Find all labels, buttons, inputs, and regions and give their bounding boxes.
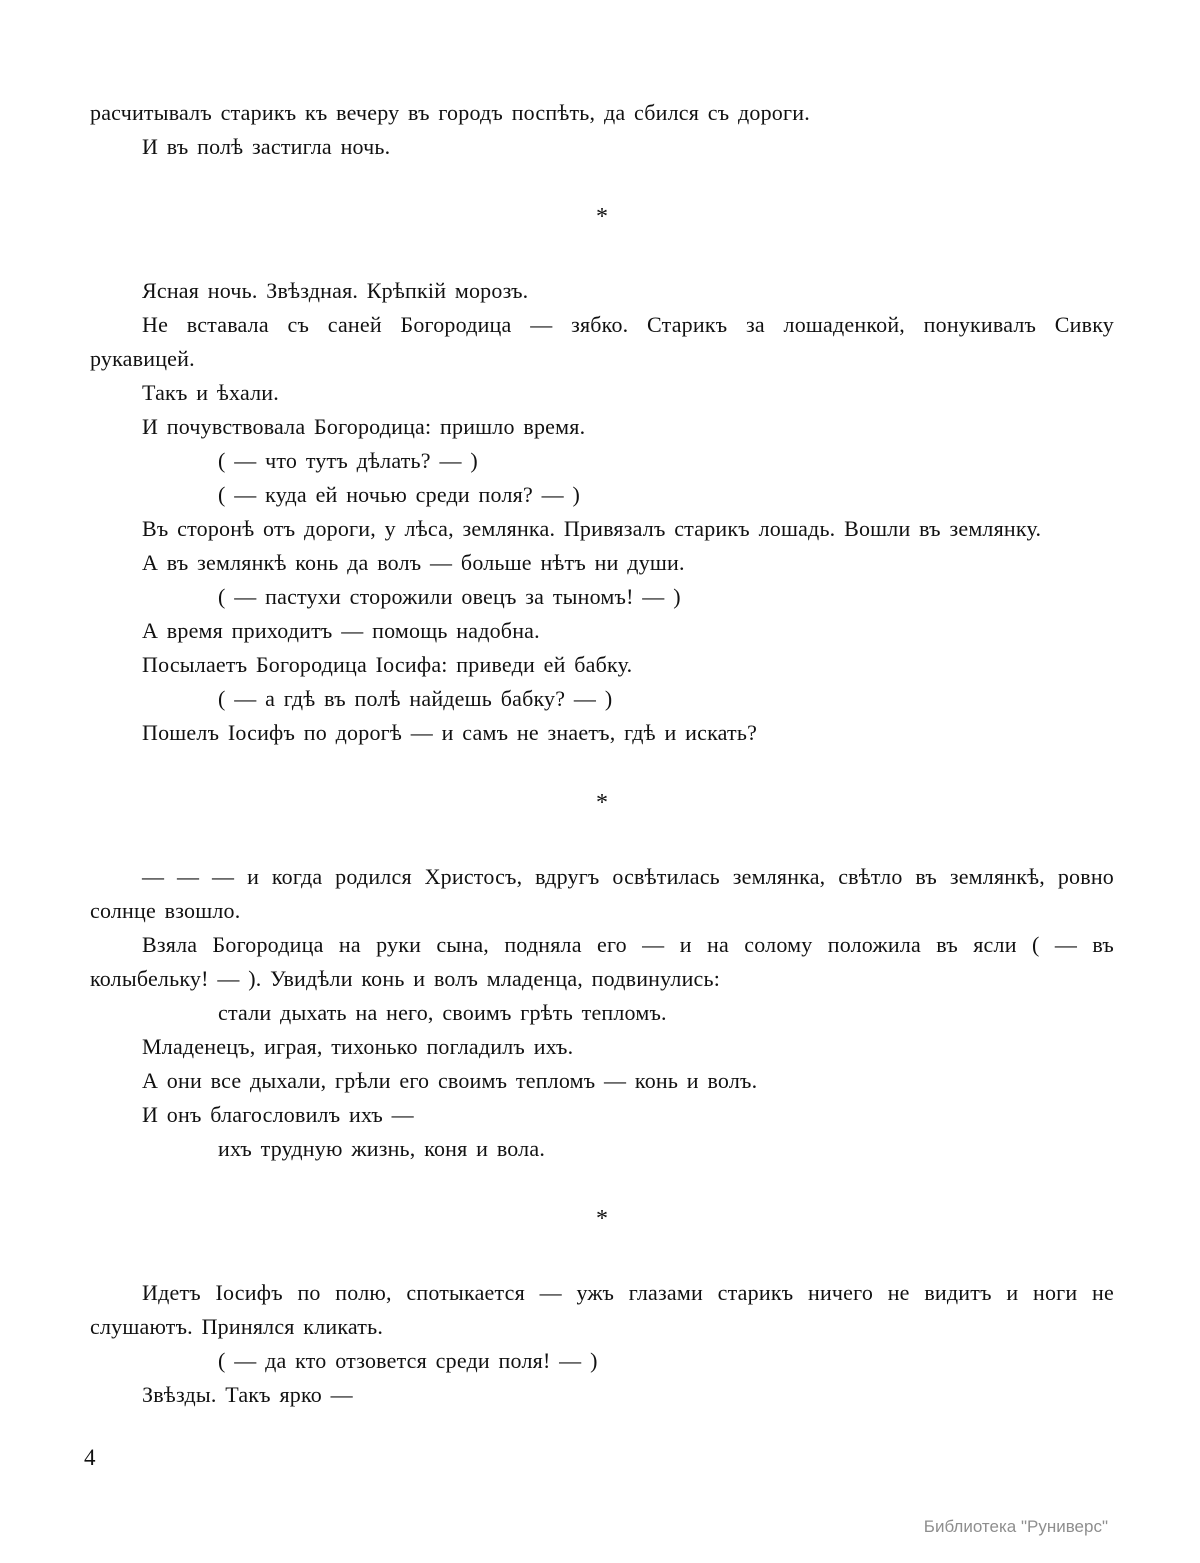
paragraph: ( — а гдѣ въ полѣ найдешь бабку? — ) xyxy=(218,686,613,711)
page-number: 4 xyxy=(84,1445,96,1470)
paragraph: ( — что тутъ дѣлать? — ) xyxy=(218,448,478,473)
paragraph: ихъ трудную жизнь, коня и вола. xyxy=(218,1136,546,1161)
paragraph: Пошелъ Іосифъ по дорогѣ — и самъ не знаетъ, гдѣ и искать? xyxy=(142,720,758,745)
paragraph: А они все дыхали, грѣли его своимъ тепломъ — конь и волъ. xyxy=(142,1068,758,1093)
paragraph: Не вставала съ саней Богородица — зябко. Старикъ за лошаденкой, понукивалъ Сивку рукавицей. xyxy=(90,312,1114,371)
asterisk-separator: * xyxy=(596,790,608,816)
paragraph: стали дыхать на него, своимъ грѣть тепломъ. xyxy=(218,1000,667,1025)
paragraph: А время приходитъ — помощь надобна. xyxy=(142,618,540,643)
paragraph: ( — пастухи сторожили овецъ за тыномъ! — ) xyxy=(218,584,681,609)
paragraph: Посылаетъ Богородица Іосифа: приведи ей бабку. xyxy=(142,652,633,677)
paragraph: Ясная ночь. Звѣздная. Крѣпкій морозъ. xyxy=(142,278,529,303)
paragraph: — — — и когда родился Христосъ, вдругъ освѣтилась землянка, свѣтло въ землянкѣ, ровно солнце взошло. xyxy=(90,864,1114,923)
paragraph: ( — да кто отзовется среди поля! — ) xyxy=(218,1348,598,1373)
paragraph: Такъ и ѣхали. xyxy=(142,380,279,405)
paragraph: ( — куда ей ночью среди поля? — ) xyxy=(218,482,581,507)
watermark: Библиотека "Руниверс" xyxy=(923,1517,1108,1536)
paragraph: Идетъ Іосифъ по полю, спотыкается — ужъ глазами старикъ ничего не видитъ и ноги не слушаютъ. Принялся кликать. xyxy=(90,1280,1114,1339)
paragraph: А въ землянкѣ конь да волъ — больше нѣтъ ни души. xyxy=(142,550,685,575)
paragraph: расчитывалъ старикъ къ вечеру въ городъ поспѣть, да сбился съ дороги. xyxy=(90,100,810,125)
paragraph: И почувствовала Богородица: пришло время. xyxy=(142,414,586,439)
paragraph: Въ сторонѣ отъ дороги, у лѣса, землянка. Привязалъ старикъ лошадь. Вошли въ землянку. xyxy=(142,516,1042,541)
paragraph: И въ полѣ застигла ночь. xyxy=(142,134,391,159)
paragraph: И онъ благословилъ ихъ — xyxy=(142,1102,414,1127)
paragraph: Младенецъ, играя, тихонько погладилъ ихъ. xyxy=(142,1034,574,1059)
asterisk-separator: * xyxy=(596,204,608,230)
page-text xyxy=(90,96,1114,1412)
paragraph: Взяла Богородица на руки сына, подняла его — и на солому положила въ ясли ( — въ колыбельку! — ). Увидѣли конь и волъ младенца, подвинулись: xyxy=(90,932,1114,991)
paragraph: Звѣзды. Такъ ярко — xyxy=(142,1382,353,1407)
asterisk-separator: * xyxy=(596,1206,608,1232)
